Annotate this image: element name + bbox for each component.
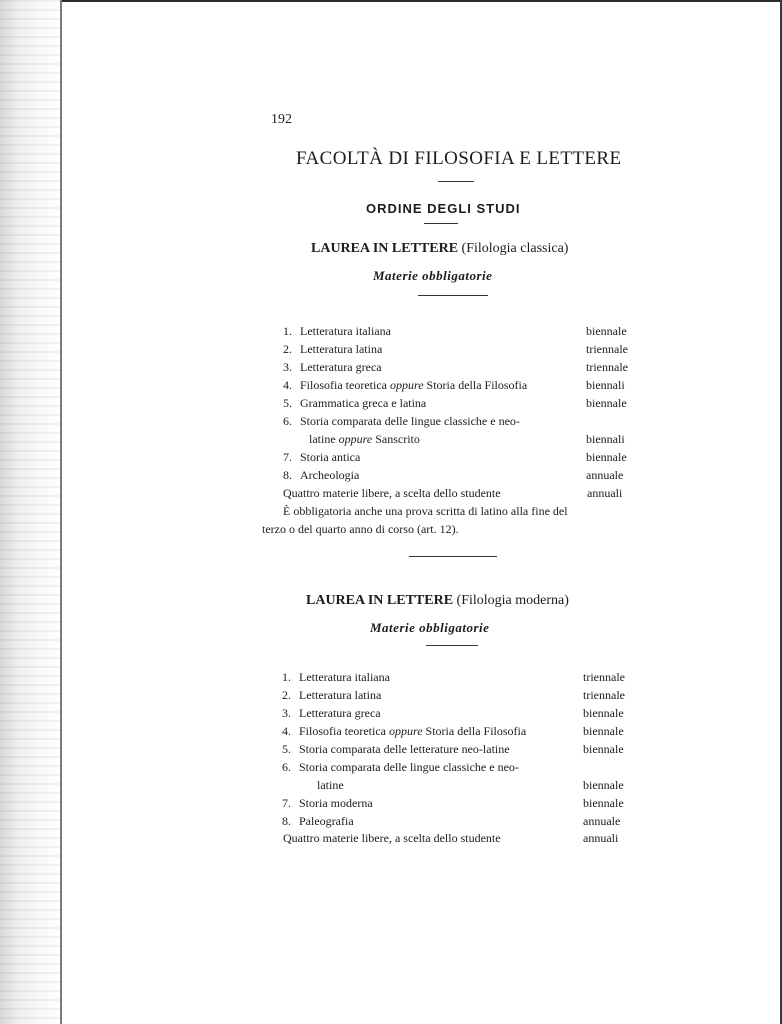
binding-shadow-line [60,0,62,1024]
subject-duration: triennale [583,688,625,702]
subject-duration: annuale [583,814,621,828]
subject-duration: biennale [583,778,624,792]
degree-name: LAUREA IN LETTERE [311,241,459,256]
ornament-divider [438,181,474,182]
subject-name: Storia antica [300,450,361,464]
subject-number: 1. [283,324,292,338]
subject-number: 6. [282,760,291,774]
subject-number: 7. [282,796,291,810]
faculty-title: FACOLTÀ DI FILOSOFIA E LETTERE [296,148,622,169]
subject-name: latine [317,778,344,792]
subject-number: 1. [282,670,291,684]
subject-duration: biennale [583,724,624,738]
subject-name: latine oppure Sanscrito [309,432,420,446]
subject-duration: biennale [583,706,624,720]
subject-name: Letteratura latina [300,342,383,356]
subject-name: Storia comparata delle letterature neo-latine [299,742,510,756]
mandatory-subjects-heading: Materie obbligatorie [373,268,493,283]
subject-name: Letteratura greca [299,706,381,720]
book-binding-edge [0,0,62,1024]
subject-number: 5. [283,396,292,410]
subject-duration: biennali [586,432,625,446]
subject-name: Storia comparata delle lingue classiche e neo- [299,760,519,774]
subject-duration: biennali [586,378,625,392]
free-subjects-duration: annuali [583,831,619,845]
short-rule [424,223,458,224]
free-subjects-text: Quattro materie libere, a scelta dello studente [283,831,501,845]
subject-name: Filosofia teoretica oppure Storia della Filosofia [300,378,528,392]
degree-heading-classica [311,241,568,257]
order-of-studies-title: ORDINE DEGLI STUDI [366,201,521,216]
page-top-edge [62,0,782,2]
oppure-italic: oppure [388,724,423,738]
free-subjects-text: Quattro materie libere, a scelta dello studente [283,486,501,500]
mandatory-subjects-heading: Materie obbligatorie [370,620,490,635]
subject-number: 8. [283,468,292,482]
page-number: 192 [271,112,292,127]
degree-heading-moderna [306,593,569,609]
free-subjects-duration: annuali [587,486,623,500]
oppure-italic: oppure [338,432,373,446]
subject-number: 5. [282,742,291,756]
subject-number: 3. [283,360,292,374]
subject-number: 2. [282,688,291,702]
subject-name: Letteratura italiana [300,324,391,338]
exam-note-line-2: terzo o del quarto anno di corso (art. 12). [262,522,459,536]
subject-duration: triennale [586,360,628,374]
subject-number: 7. [283,450,292,464]
subject-number: 3. [282,706,291,720]
subject-duration: biennale [586,324,627,338]
subject-name: Storia moderna [299,796,373,810]
subject-duration: biennale [583,796,624,810]
subject-number: 8. [282,814,291,828]
degree-name: LAUREA IN LETTERE [306,593,454,608]
subject-name: Storia comparata delle lingue classiche e neo- [300,414,520,428]
subject-duration: biennale [583,742,624,756]
subject-name: Letteratura latina [299,688,382,702]
subject-number: 2. [283,342,292,356]
subject-number: 6. [283,414,292,428]
oppure-italic: oppure [389,378,424,392]
subject-name: Archeologia [300,468,360,482]
subject-duration: biennale [586,396,627,410]
short-rule [426,645,478,646]
subject-duration: triennale [583,670,625,684]
free-subjects-line [283,484,501,502]
short-rule [418,295,488,296]
subject-number: 4. [282,724,291,738]
subject-name: Letteratura italiana [299,670,390,684]
degree-specialization: (Filologia classica) [461,241,569,256]
subject-number: 4. [283,378,292,392]
exam-note-line-1: È obbligatoria anche una prova scritta di latino alla fine del [283,504,568,518]
degree-specialization: (Filologia moderna) [456,593,569,608]
free-subjects-line [283,829,501,847]
section-divider [409,556,497,557]
subject-duration: annuale [586,468,624,482]
subject-duration: triennale [586,342,628,356]
subject-name: Filosofia teoretica oppure Storia della Filosofia [299,724,527,738]
subject-name: Grammatica greca e latina [300,396,427,410]
subject-name: Letteratura greca [300,360,382,374]
subject-name: Paleografia [299,814,354,828]
subject-duration: biennale [586,450,627,464]
